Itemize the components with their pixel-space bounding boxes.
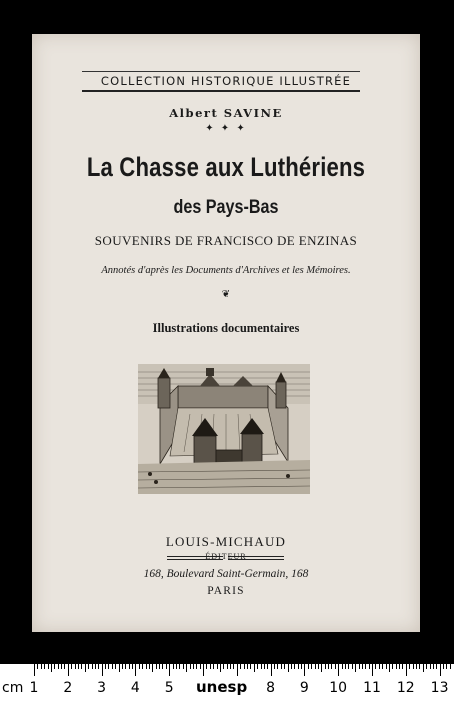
book-subtitle: des Pays-Bas	[173, 197, 279, 218]
ruler-tick	[125, 664, 126, 669]
ruler-tick	[186, 664, 187, 672]
ruler-tick	[315, 664, 316, 669]
publisher-city: PARIS	[207, 585, 245, 597]
ruler-tick	[399, 664, 400, 669]
ruler-tick	[68, 664, 69, 676]
ruler-tick	[85, 664, 86, 672]
ruler-tick	[162, 664, 163, 669]
ruler-tick	[423, 664, 424, 672]
ruler-tick	[267, 664, 268, 669]
ruler-label: 9	[299, 680, 309, 696]
ruler-tick	[102, 664, 103, 676]
ruler-tick	[304, 664, 305, 676]
ruler-tick	[277, 664, 278, 669]
ruler-tick	[230, 664, 231, 669]
ruler-tick	[261, 664, 262, 669]
ruler-tick	[81, 664, 82, 669]
ruler-tick	[146, 664, 147, 669]
ruler-tick	[44, 664, 45, 669]
ruler-unit: cm	[2, 680, 24, 696]
ruler-label: 8	[266, 680, 276, 696]
ruler-tick	[41, 664, 42, 669]
ruler-tick	[183, 664, 184, 669]
ruler-tick	[450, 664, 451, 669]
ruler-tick	[382, 664, 383, 669]
ruler-tick	[311, 664, 312, 669]
ruler-tick	[328, 664, 329, 669]
ornament-top: ✦ ✦ ✦	[205, 123, 247, 134]
ruler-tick	[372, 664, 373, 676]
ruler-tick	[213, 664, 214, 669]
ruler-label: 10	[329, 680, 348, 696]
ruler-tick	[342, 664, 343, 669]
ruler-label: 1	[29, 680, 39, 696]
ruler-tick	[338, 664, 339, 676]
ruler-tick	[34, 664, 35, 676]
ruler-tick	[119, 664, 120, 672]
ruler-tick	[389, 664, 390, 672]
ruler-tick	[318, 664, 319, 669]
annotation-line: Annotés d'après les Documents d'Archives et les Mémoires.	[101, 265, 351, 276]
publisher-name: LOUIS-MICHAUD	[165, 534, 287, 549]
ruler-tick	[51, 664, 52, 672]
ruler-label: 5	[164, 680, 174, 696]
ruler-tick	[179, 664, 180, 669]
ruler-tick	[173, 664, 174, 669]
ruler-tick	[294, 664, 295, 669]
ruler-tick	[352, 664, 353, 669]
ruler-tick	[321, 664, 322, 672]
ruler-label: 11	[363, 680, 381, 696]
ruler-tick	[250, 664, 251, 669]
ruler-tick	[88, 664, 89, 669]
ruler-tick	[166, 664, 167, 669]
author: Albert SAVINE	[169, 106, 283, 120]
ruler-tick	[375, 664, 376, 669]
ruler-tick	[223, 664, 224, 669]
ruler-tick	[108, 664, 109, 669]
collection-name: COLLECTION HISTORIQUE ILLUSTRÉE	[100, 74, 352, 88]
ruler-tick	[446, 664, 447, 669]
publisher-role: ÉDITEUR	[205, 552, 247, 561]
ruler-tick	[331, 664, 332, 669]
ruler-tick	[335, 664, 336, 669]
ruler-tick	[271, 664, 272, 676]
castle-engraving	[138, 364, 310, 494]
ruler-tick	[92, 664, 93, 669]
ruler-tick	[369, 664, 370, 669]
ruler-tick	[247, 664, 248, 669]
ruler-tick	[190, 664, 191, 669]
ruler-tick	[348, 664, 349, 669]
ruler-tick	[71, 664, 72, 669]
ruler-tick	[396, 664, 397, 669]
ruler-tick	[193, 664, 194, 669]
title-page	[32, 34, 420, 632]
ruler-tick	[156, 664, 157, 669]
ruler-tick	[98, 664, 99, 669]
ruler-tick	[105, 664, 106, 669]
ruler-tick	[61, 664, 62, 669]
ruler-tick	[406, 664, 407, 676]
ruler-tick	[274, 664, 275, 669]
ruler-tick	[264, 664, 265, 669]
ruler-tick	[58, 664, 59, 669]
ruler-tick	[362, 664, 363, 669]
ruler-tick	[413, 664, 414, 669]
ruler-tick	[132, 664, 133, 669]
ornament-mid: ❦	[221, 289, 231, 300]
ruler-tick	[206, 664, 207, 669]
ruler-tick	[379, 664, 380, 669]
measurement-ruler	[0, 664, 454, 702]
ruler-label: 3	[97, 680, 107, 696]
ruler-tick	[203, 664, 204, 676]
ruler-tick	[220, 664, 221, 672]
ruler-tick	[139, 664, 140, 669]
ruler-tick	[112, 664, 113, 669]
ruler-tick	[122, 664, 123, 669]
ruler-tick	[291, 664, 292, 669]
collection-rule-top	[82, 71, 360, 72]
ruler-tick	[159, 664, 160, 669]
castle-engraving-svg	[138, 364, 310, 494]
ruler-tick	[176, 664, 177, 669]
ruler-tick	[64, 664, 65, 669]
ruler-tick	[345, 664, 346, 669]
collection-rule-bottom	[82, 90, 360, 92]
ruler-tick	[254, 664, 255, 672]
ruler-tick	[355, 664, 356, 672]
ruler-tick	[152, 664, 153, 672]
ruler-tick	[135, 664, 136, 676]
ruler-tick	[237, 664, 238, 676]
book-title: La Chasse aux Luthériens	[86, 152, 366, 182]
ruler-logo: unesp	[196, 678, 248, 696]
ruler-tick	[129, 664, 130, 669]
ruler-tick	[142, 664, 143, 669]
ruler-tick	[244, 664, 245, 669]
ruler-tick	[440, 664, 441, 676]
ruler-tick	[365, 664, 366, 669]
ruler-tick	[301, 664, 302, 669]
ruler-tick	[409, 664, 410, 669]
ruler-tick	[281, 664, 282, 669]
ruler-tick	[392, 664, 393, 669]
ruler-tick	[75, 664, 76, 669]
ruler-tick	[430, 664, 431, 669]
ruler-tick	[115, 664, 116, 669]
ruler-tick	[48, 664, 49, 669]
ruler-tick	[210, 664, 211, 669]
ruler-label: 4	[130, 680, 140, 696]
ruler-tick	[257, 664, 258, 669]
ruler-tick	[95, 664, 96, 669]
ruler-tick	[196, 664, 197, 669]
ruler-tick	[217, 664, 218, 669]
ruler-tick	[308, 664, 309, 669]
ruler-tick	[149, 664, 150, 669]
souvenirs-line: SOUVENIRS DE FRANCISCO DE ENZINAS	[94, 233, 358, 248]
ruler-tick	[37, 664, 38, 669]
ruler-label: 12	[396, 680, 415, 696]
ruler-tick	[419, 664, 420, 669]
ruler-tick	[200, 664, 201, 669]
ruler-tick	[288, 664, 289, 672]
ruler-tick	[78, 664, 79, 669]
ruler-tick	[359, 664, 360, 669]
ruler-tick	[169, 664, 170, 676]
publisher-address: 168, Boulevard Saint-Germain, 168	[143, 568, 309, 580]
ruler-tick	[325, 664, 326, 669]
ruler-tick	[402, 664, 403, 669]
ruler-tick	[426, 664, 427, 669]
ruler-label: 13	[430, 680, 449, 696]
ruler-tick	[240, 664, 241, 669]
ruler-tick	[433, 664, 434, 669]
ruler-tick	[233, 664, 234, 669]
ruler-tick	[284, 664, 285, 669]
ruler-tick	[54, 664, 55, 669]
ruler-label: 2	[63, 680, 73, 696]
illustrations-line: Illustrations documentaires	[152, 321, 300, 335]
ruler-tick	[298, 664, 299, 669]
ruler-tick	[416, 664, 417, 669]
ruler-tick	[386, 664, 387, 669]
ruler-tick	[443, 664, 444, 669]
ruler-tick	[436, 664, 437, 669]
ruler-tick	[227, 664, 228, 669]
